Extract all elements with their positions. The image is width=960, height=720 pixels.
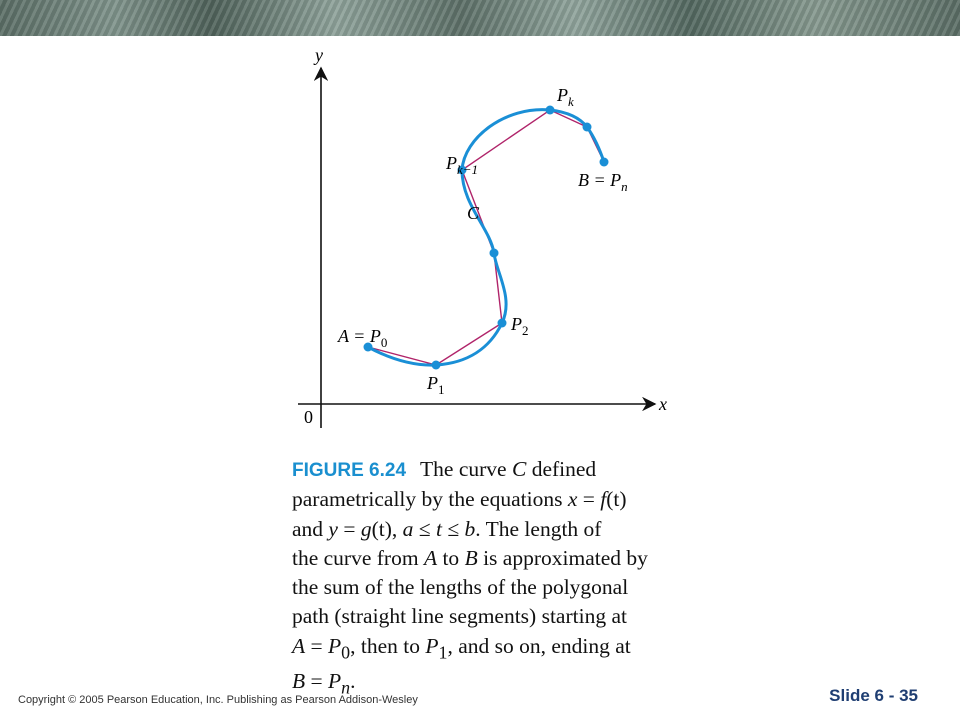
caption-line-2 xyxy=(292,485,672,514)
x-axis-label: x xyxy=(659,394,667,414)
label-pk-1-sub: k−1 xyxy=(457,162,479,177)
caption-text: = xyxy=(577,487,601,512)
caption-var: y xyxy=(328,516,338,541)
caption-text: is approximated by xyxy=(477,545,648,570)
caption-text: ≤ xyxy=(413,516,436,541)
label-a-p0 xyxy=(337,326,387,350)
caption-var: B xyxy=(292,669,306,694)
label-pk-main: P xyxy=(557,85,568,105)
point-p2 xyxy=(498,319,507,328)
caption-line-6: path (straight line segments) starting at xyxy=(292,604,627,629)
caption-var: b xyxy=(464,516,476,541)
caption-var: A xyxy=(423,545,438,570)
copyright-notice: Copyright © 2005 Pearson Education, Inc. Publishing as Pearson Addison-Wesley xyxy=(18,694,418,706)
y-axis-label: y xyxy=(315,45,323,65)
point-pk xyxy=(546,106,555,115)
slide-number: Slide 6 - 35 xyxy=(829,686,918,705)
caption-var: P xyxy=(425,633,439,658)
label-curve-c: C xyxy=(467,203,480,223)
caption-var: B xyxy=(464,545,478,570)
caption-text: . The length of xyxy=(475,516,602,541)
label-p2-sub: 2 xyxy=(522,323,529,338)
figure-number: FIGURE 6.24 xyxy=(292,460,407,481)
caption-text: = xyxy=(305,669,329,694)
label-pk xyxy=(556,85,574,109)
caption-text: parametrically by the equations xyxy=(292,487,568,512)
caption-sub: 1 xyxy=(438,642,448,663)
caption-line-4 xyxy=(292,544,672,573)
caption-text: and xyxy=(292,516,329,541)
figure-caption xyxy=(292,455,672,703)
label-p1 xyxy=(426,373,445,397)
caption-line-7 xyxy=(292,632,672,668)
label-a-p0-main: A = P xyxy=(338,326,381,346)
label-pk-1-main: P xyxy=(446,153,457,173)
label-p2-main: P xyxy=(511,314,522,334)
point-mid xyxy=(490,249,499,258)
caption-text: (t) xyxy=(606,487,627,512)
label-b-pn-main: B = P xyxy=(578,170,622,190)
caption-var: f xyxy=(600,487,607,512)
label-p1-main: P xyxy=(427,373,438,393)
caption-text: = xyxy=(305,633,329,658)
caption-text: , then to xyxy=(350,633,426,658)
point-pk+1 xyxy=(583,123,592,132)
caption-text: to xyxy=(437,545,465,570)
caption-var: P xyxy=(328,669,342,694)
label-pk-1 xyxy=(445,153,478,177)
label-b-pn-sub: n xyxy=(621,179,628,194)
caption-var: g xyxy=(360,516,372,541)
caption-var: a xyxy=(402,516,414,541)
curve-c xyxy=(368,110,604,365)
caption-var: A xyxy=(292,633,306,658)
caption-text: ≤ xyxy=(441,516,465,541)
point-pn xyxy=(600,158,609,167)
label-b-pn xyxy=(578,170,628,194)
caption-var: P xyxy=(328,633,342,658)
label-p2 xyxy=(510,314,529,338)
caption-text: the curve from xyxy=(292,545,424,570)
polygonal-path xyxy=(368,110,604,365)
caption-text: The curve xyxy=(420,457,512,481)
caption-line-5: the sum of the lengths of the polygonal xyxy=(292,575,629,600)
caption-sub: 0 xyxy=(341,642,351,663)
caption-text: = xyxy=(337,516,361,541)
caption-var: x xyxy=(567,487,578,512)
caption-text: . xyxy=(350,669,356,694)
caption-line-1 xyxy=(292,455,672,485)
caption-line-3 xyxy=(292,515,672,544)
label-p1-sub: 1 xyxy=(438,382,445,397)
caption-text: , and so on, ending at xyxy=(447,633,631,658)
point-p1 xyxy=(432,361,441,370)
label-a-p0-sub: 0 xyxy=(380,335,388,350)
caption-var-c: C xyxy=(511,457,527,481)
caption-sub: n xyxy=(341,677,351,698)
label-pk-sub: k xyxy=(568,94,574,109)
caption-var: t xyxy=(435,516,442,541)
caption-text: (t), xyxy=(371,516,403,541)
origin-label: 0 xyxy=(304,407,313,427)
caption-text: defined xyxy=(526,457,597,481)
